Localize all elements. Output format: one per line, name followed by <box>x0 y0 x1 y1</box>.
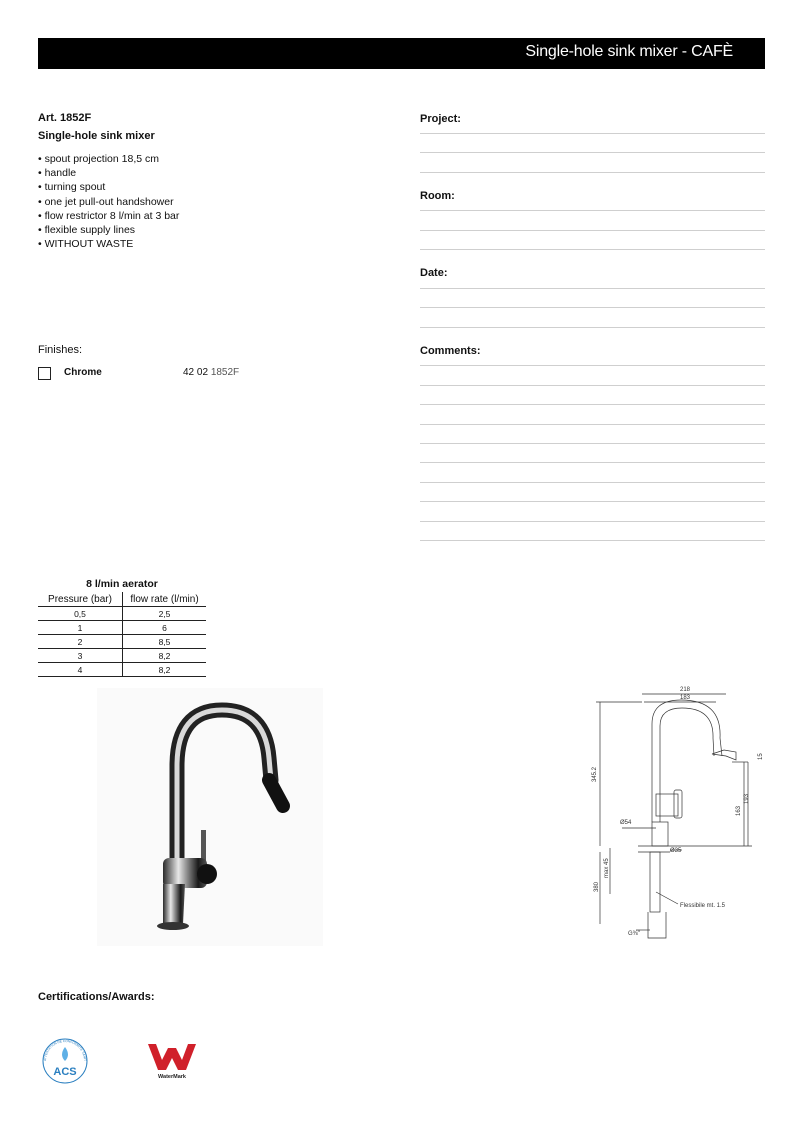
project-line[interactable] <box>420 152 765 153</box>
column-header: flow rate (l/min) <box>123 592 207 607</box>
comments-line[interactable] <box>420 424 765 425</box>
table-header-row <box>38 592 206 607</box>
table-row <box>38 621 206 635</box>
dim-163: 163 <box>736 805 742 816</box>
comments-line[interactable] <box>420 482 765 483</box>
certifications-label: Certifications/Awards: <box>38 991 155 1003</box>
dim-345: 345.2 <box>592 766 598 782</box>
watermark-w-icon <box>148 1044 196 1070</box>
dim-d54: Ø54 <box>620 820 632 826</box>
project-line[interactable] <box>420 133 765 134</box>
page-title: Single-hole sink mixer - CAFÈ <box>525 43 733 60</box>
pressure-cell: 0,5 <box>38 607 123 621</box>
finish-code-article: 1852F <box>210 367 240 378</box>
product-photo <box>97 688 323 946</box>
comments-label: Comments: <box>420 345 481 357</box>
flow-cell: 2,5 <box>123 607 207 621</box>
dim-d35: Ø35 <box>670 848 682 854</box>
room-line[interactable] <box>420 230 765 231</box>
room-line[interactable] <box>420 210 765 211</box>
date-label: Date: <box>420 267 448 279</box>
date-line[interactable] <box>420 288 765 289</box>
watermark-text: WaterMark <box>158 1074 186 1080</box>
table-row <box>38 607 206 621</box>
finish-name: Chrome <box>64 367 102 378</box>
water-drop-icon <box>62 1047 68 1061</box>
flow-cell: 8,2 <box>123 663 207 677</box>
flow-cell: 6 <box>123 621 207 635</box>
finish-code <box>183 367 239 378</box>
date-line[interactable] <box>420 307 765 308</box>
faucet-base-ring <box>157 922 189 930</box>
feature-item: • one jet pull-out handshower <box>38 195 174 208</box>
dim-15: 15 <box>758 753 764 760</box>
table-row <box>38 635 206 649</box>
acs-ring-text: ATTESTATION DE CONFORMITE SANIT <box>42 1038 88 1062</box>
comments-line[interactable] <box>420 443 765 444</box>
comments-line[interactable] <box>420 521 765 522</box>
feature-item: • handle <box>38 167 77 180</box>
faucet-handle-knob <box>197 864 217 884</box>
table-row <box>38 649 206 663</box>
aerator-table <box>38 592 206 677</box>
room-line[interactable] <box>420 249 765 250</box>
feature-item: • flexible supply lines <box>38 224 136 237</box>
technical-drawing <box>586 682 766 944</box>
acs-text: ACS <box>53 1066 77 1078</box>
finishes-label: Finishes: <box>38 344 83 356</box>
feature-item: • flow restrictor 8 l/min at 3 bar <box>38 209 180 222</box>
table-row <box>38 663 206 677</box>
project-label: Project: <box>420 113 461 125</box>
aerator-table-block <box>38 578 206 677</box>
article-number: Art. 1852F <box>38 112 92 124</box>
article-name: Single-hole sink mixer <box>38 130 155 142</box>
flow-cell: 8,2 <box>123 649 207 663</box>
comments-line[interactable] <box>420 501 765 502</box>
comments-line[interactable] <box>420 404 765 405</box>
flow-cell: 8,5 <box>123 635 207 649</box>
column-header: Pressure (bar) <box>38 592 123 607</box>
dim-380: 380 <box>594 881 600 892</box>
dim-max45: max 45 <box>604 858 610 878</box>
project-line[interactable] <box>420 172 765 173</box>
feature-item: • WITHOUT WASTE <box>38 238 134 251</box>
dim-183: 183 <box>680 695 691 701</box>
photo-background <box>97 688 323 946</box>
faucet-base <box>163 884 185 929</box>
comments-line[interactable] <box>420 365 765 366</box>
header-bar <box>38 38 765 69</box>
dim-193: 193 <box>744 793 750 804</box>
feature-item: • turning spout <box>38 181 106 194</box>
comments-line[interactable] <box>420 540 765 541</box>
feature-list <box>38 152 179 251</box>
date-line[interactable] <box>420 327 765 328</box>
room-label: Room: <box>420 190 455 202</box>
flexible-hose-label: Flessibile mt. 1.5 <box>680 903 726 909</box>
finish-checkbox[interactable] <box>38 367 51 380</box>
comments-line[interactable] <box>420 462 765 463</box>
finish-option-chrome <box>38 367 338 381</box>
pressure-cell: 4 <box>38 663 123 677</box>
acs-logo <box>40 1037 90 1085</box>
pressure-cell: 1 <box>38 621 123 635</box>
thread-label: G⅜" <box>628 931 640 937</box>
feature-item: • spout projection 18,5 cm <box>38 153 159 165</box>
comments-line[interactable] <box>420 385 765 386</box>
pressure-cell: 2 <box>38 635 123 649</box>
pressure-cell: 3 <box>38 649 123 663</box>
finish-code-prefix: 42 02 <box>183 367 209 378</box>
dim-218: 218 <box>680 687 691 693</box>
aerator-title: 8 l/min aerator <box>86 578 158 590</box>
watermark-logo <box>144 1040 200 1080</box>
